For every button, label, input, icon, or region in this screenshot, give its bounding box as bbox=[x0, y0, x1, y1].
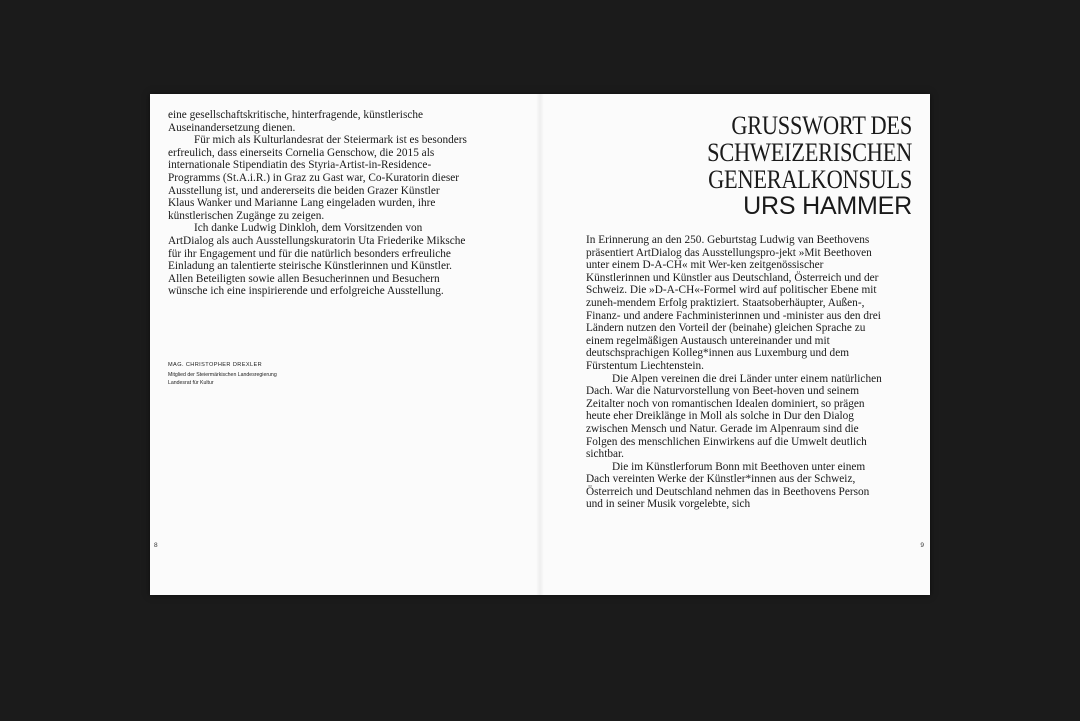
signature-role-2: Landesrat für Kultur bbox=[168, 380, 214, 386]
signature-role-1: Mitglied der Steiermärkischen Landesregierung bbox=[168, 372, 277, 378]
heading-line-1: GRUSSWORT DES bbox=[731, 111, 912, 140]
left-page bbox=[150, 94, 540, 595]
left-body-text bbox=[168, 109, 468, 298]
left-paragraph-3: Ich danke Ludwig Dinkloh, dem Vorsitzenden von ArtDialog als auch Ausstellungskuratorin Uta Friederike Miksche für ihr Engagement und für die natürlich besonders erfreuliche Einladung an talentierte steirische Künstlerinnen und Künstler. Allen Beteiligten sowie allen Besucherinnen und Besuchern wünsche ich eine inspirierende und erfolgreiche Ausstellung. bbox=[168, 222, 466, 298]
right-paragraph-2: Die Alpen vereinen die drei Länder unter einem natürlichen Dach. War die Naturvorstellung von Beet-hoven und seinem Zeitalter noch von romantischen Idealen dominiert, so prägen heute eher Dreiklänge in Moll als solche in Dur den Dialog zwischen Mensch und Natur. Gerade im Alpenraum sind die Folgen des menschlichen Einwirkens auf die Umwelt deutlich sichtbar. bbox=[586, 372, 882, 461]
book-spread bbox=[150, 94, 930, 595]
heading-line-3: GENERALKONSULS bbox=[708, 165, 912, 194]
left-paragraph-2: Für mich als Kulturlandesrat der Steiermark ist es besonders erfreulich, dass einerseits Cornelia Genschow, die 2015 als internationale Stipendiatin des Styria-Artist-in-Residence-Programms (St.A.i.R.) in Graz zu Gast war, Co-Kuratorin dieser Ausstellung ist, und andererseits die beiden Grazer Künstler Klaus Wanker und Marianne Lang eingeladen wurden, ihre künstlerischen Zugänge zu zeigen. bbox=[168, 134, 467, 222]
right-page bbox=[540, 94, 930, 595]
right-body-text bbox=[586, 234, 882, 511]
right-paragraph-1: In Erinnerung an den 250. Geburtstag Ludwig van Beethovens präsentiert ArtDialog das Ausstellungspro-jekt »Mit Beethoven unter einem D-A-CH« mit Wer-ken zeitgenössischer Künstlerinnen und Künstler aus Deutschland, Österreich und der Schweiz. Die »D-A-CH«-Formel wird auf politischer Ebene mit zuneh-mendem Erfolg praktiziert. Staatsoberhäupter, Außen-, Finanz- und andere Fachministerinnen und -minister aus den drei Ländern nutzen den Vorteil der (beinahe) gleichen Sprache zu einem regelmäßigen Austausch untereinander und mit deutschsprachigen Kolleg*innen aus Luxemburg und dem Fürstentum Liechtenstein. bbox=[586, 234, 881, 372]
heading-name: URS HAMMER bbox=[743, 192, 912, 220]
right-paragraph-3: Die im Künstlerforum Bonn mit Beethoven unter einem Dach vereinten Werke der Künstler*innen aus der Schweiz, Österreich und Deutschland nehmen das in Beethovens Person und in seiner Musik vorgelebte, sich bbox=[586, 460, 870, 511]
signature-name: MAG. CHRISTOPHER DREXLER bbox=[168, 362, 263, 368]
left-paragraph-1: eine gesellschaftskritische, hinterfragende, künstlerische Auseinandersetzung dienen. bbox=[168, 109, 424, 134]
page-number-right: 9 bbox=[920, 542, 924, 549]
page-number-left: 8 bbox=[154, 542, 158, 549]
page-heading bbox=[582, 112, 912, 220]
signature-block bbox=[168, 362, 428, 387]
heading-line-2: SCHWEIZERISCHEN bbox=[707, 138, 912, 167]
